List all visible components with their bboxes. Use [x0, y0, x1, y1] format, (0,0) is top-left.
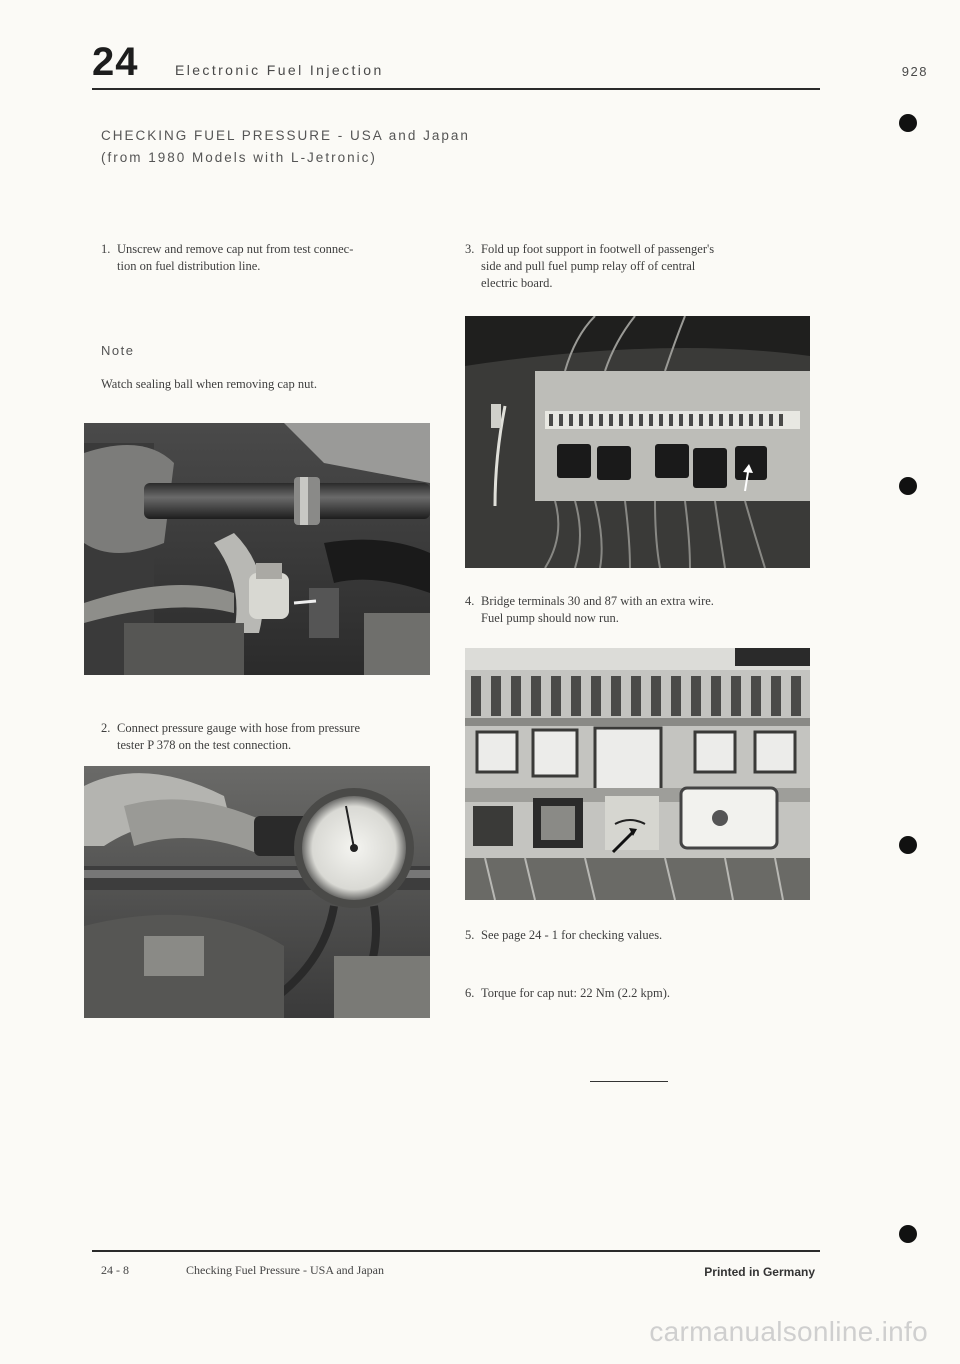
- step-text: Unscrew and remove cap nut from test connec-: [117, 242, 354, 256]
- step-number: 4.: [465, 594, 475, 608]
- footer-title: Checking Fuel Pressure - USA and Japan: [186, 1263, 384, 1277]
- footer-page-number: 24 - 8: [101, 1263, 129, 1277]
- photo-pressure-gauge: [84, 766, 430, 1018]
- step-text: See page 24 - 1 for checking values.: [481, 928, 663, 942]
- photo-bridged-terminals: [465, 648, 810, 900]
- photo-test-connection: [84, 423, 430, 675]
- chapter-number: 24: [92, 40, 139, 84]
- binder-hole-dot: [899, 836, 917, 854]
- step-number: 6.: [465, 986, 475, 1000]
- step-text: tester P 378 on the test connection.: [117, 738, 292, 752]
- model-number: 928: [901, 64, 928, 79]
- step-text: electric board.: [481, 276, 553, 290]
- footer-rule: [92, 1250, 820, 1252]
- step-number: 5.: [465, 928, 475, 942]
- step-text: Bridge terminals 30 and 87 with an extra wire.: [481, 594, 714, 608]
- watermark: carmanualsonline.info: [649, 1316, 928, 1347]
- note-label: Note: [101, 343, 135, 358]
- step-text: Torque for cap nut: 22 Nm (2.2 kpm).: [481, 986, 671, 1000]
- step-number: 2.: [101, 721, 111, 735]
- step-text: tion on fuel distribution line.: [117, 259, 261, 273]
- header-rule: [92, 88, 820, 90]
- step-text: Connect pressure gauge with hose from pressure: [117, 721, 360, 735]
- section-heading: CHECKING FUEL PRESSURE - USA and Japan: [101, 128, 470, 143]
- binder-hole-dot: [899, 1225, 917, 1243]
- note-text: Watch sealing ball when removing cap nut.: [101, 377, 317, 391]
- step-number: 1.: [101, 242, 111, 256]
- step-text: Fold up foot support in footwell of passenger's: [481, 242, 715, 256]
- step-1: [101, 241, 431, 275]
- photo-central-electric-board: [465, 316, 810, 568]
- step-4: [465, 593, 825, 627]
- footer-printed-in: Printed in Germany: [704, 1265, 815, 1279]
- step-2: [101, 720, 431, 754]
- step-5: [465, 927, 795, 944]
- section-subheading: (from 1980 Models with L-Jetronic): [101, 150, 377, 165]
- step-6: [465, 985, 795, 1002]
- step-3: [465, 241, 795, 292]
- binder-hole-dot: [899, 477, 917, 495]
- step-text: Fuel pump should now run.: [481, 611, 619, 625]
- binder-hole-dot: [899, 114, 917, 132]
- step-text: side and pull fuel pump relay off of central: [481, 259, 696, 273]
- chapter-title: Electronic Fuel Injection: [175, 62, 384, 78]
- step-number: 3.: [465, 242, 475, 256]
- end-of-section-rule: [590, 1081, 668, 1082]
